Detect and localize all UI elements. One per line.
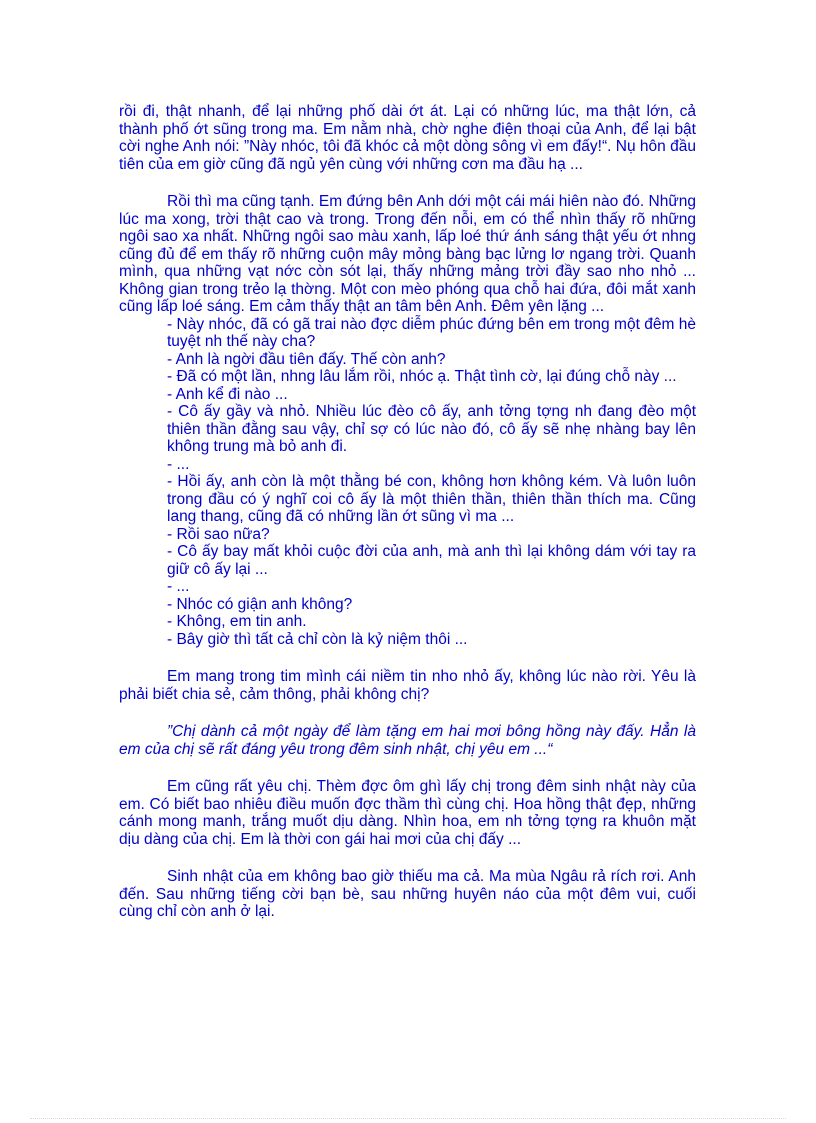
paragraph-after-rain: Rồi thì ma cũng tạnh. Em đứng bên Anh dới một cái mái hiên nào đó. Những lúc ma xong, trời thật cao và trong. Trong đến nỗi, em có thể nhìn thấy rõ những ngôi sao xa nhất. Những ngôi sao màu xanh, lấp loé thứ ánh sáng thật yếu ớt nhng cũng đủ để em thấy rõ những cuộn mây mỏng bàng bạc lửng lơ ngang trời. Quanh mình, qua những vạt nớc còn sót lại, thấy những mảng trời đầy sao nho nhỏ ... Không gian trong trẻo lạ thờng. Một con mèo phóng qua chỗ hai đứa, đôi mắt xanh cũng lấp loé sáng. Em cảm thấy thật an tâm bên Anh. Đêm yên lặng ...: [119, 193, 696, 315]
dialogue-line: - Anh kể đi nào ...: [167, 385, 288, 403]
dialogue-line: - Hồi ấy, anh còn là một thằng bé con, không hơn không kém. Và luôn luôn trong đầu có ý nghĩ coi cô ấy là một thiên thần, thiên thần thích ma. Cũng lang thang, cũng đã có những lần ớt sũng vì ma ...: [167, 473, 696, 525]
dialogue-line: - Rồi sao nữa?: [167, 525, 270, 543]
dialogue-line: - Anh là ngời đầu tiên đấy. Thế còn anh?: [167, 350, 446, 368]
dialogue-line: - Này nhóc, đã có gã trai nào đợc diễm phúc đứng bên em trong một đêm hè tuyệt nh thế này cha?: [167, 315, 696, 350]
paragraph-trust: Em mang trong tim mình cái niềm tin nho nhỏ ấy, không lúc nào rời. Yêu là phải biết chia sẻ, cảm thông, phải không chị?: [119, 668, 696, 703]
paragraph-love-sister: Em cũng rất yêu chị. Thèm đợc ôm ghì lấy chị trong đêm sinh nhật này của em. Có biết bao nhiêu điều muốn đợc thầm thì cùng chị. Hoa hồng thật đẹp, những cánh mong manh, trắng muốt dịu dàng. Nhìn hoa, em nh tởng tợng ra khuôn mặt dịu dàng của chị. Em là thời con gái hai mơi của chị đấy ...: [119, 778, 696, 848]
document-body: [119, 103, 696, 921]
quoted-note: ”Chị dành cả một ngày để làm tặng em hai mơi bông hồng này đấy. Hẳn là em của chị sẽ rất đáng yêu trong đêm sinh nhật, chị yêu em ...“: [119, 723, 696, 758]
dialogue-line: - ...: [167, 455, 190, 473]
page-bottom-rule: [30, 1118, 786, 1119]
paragraph-rain-night: rồi đi, thật nhanh, để lại những phố dài ớt át. Lại có những lúc, ma thật lớn, cả thành phố ớt sũng trong ma. Em nằm nhà, chờ nghe điện thoại của Anh, để lại bật cời nghe Anh nói: ”Này nhóc, tôi đã khóc cả một dòng sông vì em đấy!“. Nụ hôn đầu tiên của em giờ cũng đã ngủ yên cùng với những cơn ma đầu hạ ...: [119, 103, 696, 173]
dialogue-line: - Bây giờ thì tất cả chỉ còn là kỷ niệm thôi ...: [167, 630, 468, 648]
dialogue-line: - ...: [167, 578, 190, 595]
dialogue-line: - Cô ấy gầy và nhỏ. Nhiều lúc đèo cô ấy, anh tởng tợng nh đang đèo một thiên thần đằng sau vậy, chỉ sợ có lúc nào đó, cô ấy sẽ nhẹ nhàng bay lên không trung mà bỏ anh đi.: [167, 403, 696, 455]
dialogue-line: - Nhóc có giận anh không?: [167, 595, 353, 613]
paragraph-birthday: Sinh nhật của em không bao giờ thiếu ma cả. Ma mùa Ngâu rả rích rơi. Anh đến. Sau những tiếng cời bạn bè, sau những huyên náo của một đêm vui, cuối cùng chỉ còn anh ở lại.: [119, 868, 696, 920]
dialogue-line: - Không, em tin anh.: [167, 613, 307, 630]
dialogue-line: - Cô ấy bay mất khỏi cuộc đời của anh, mà anh thì lại không dám với tay ra giữ cô ấy lại ...: [167, 543, 696, 578]
dialogue-line: - Đã có một lần, nhng lâu lắm rồi, nhóc ạ. Thật tình cờ, lại đúng chỗ này ...: [167, 368, 677, 385]
